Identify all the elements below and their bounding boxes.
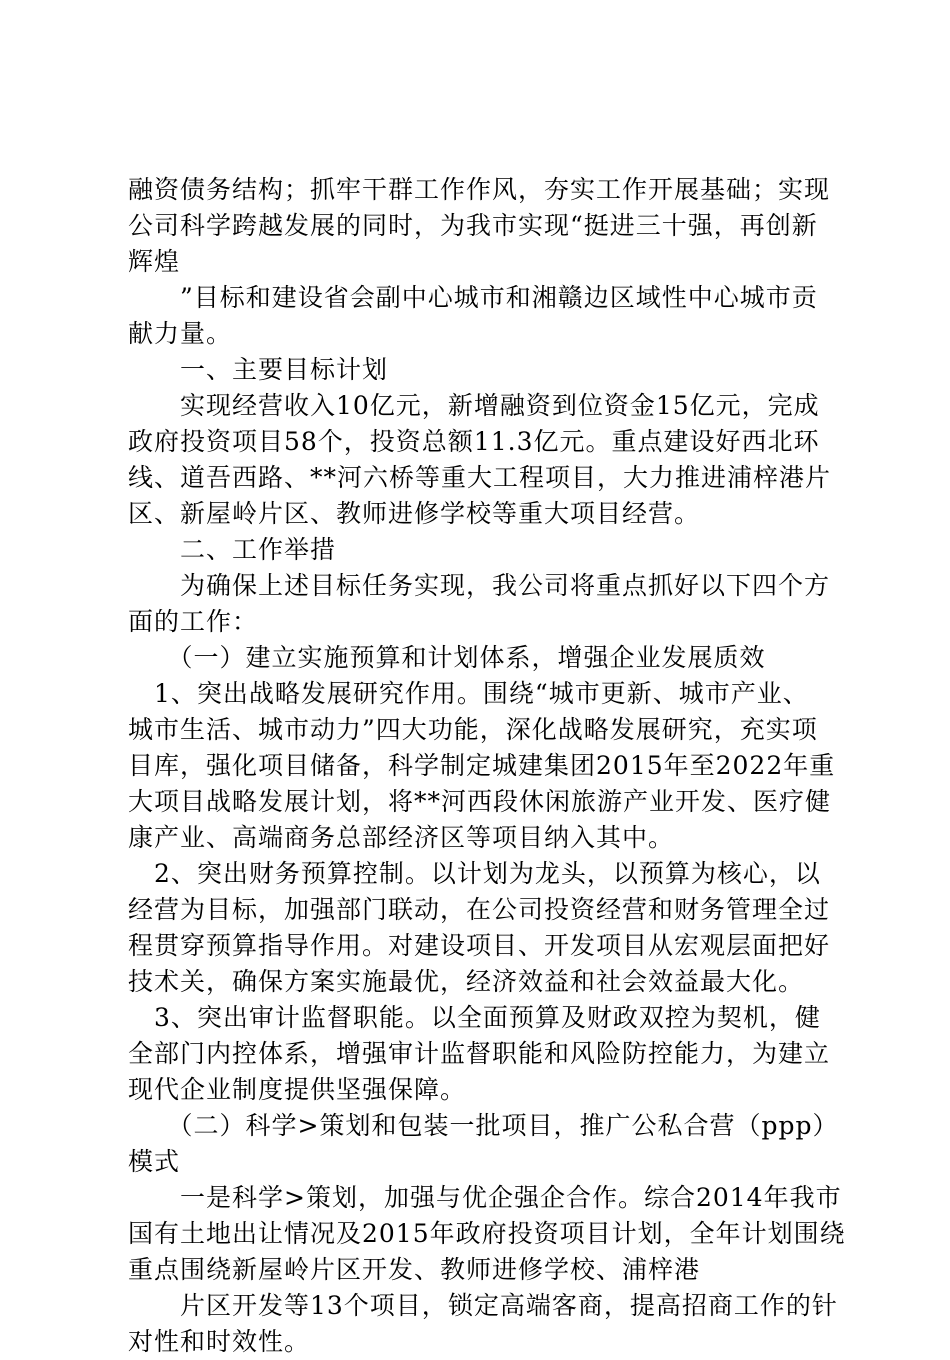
text-line: 2、突出财务预算控制。以计划为龙头，以预算为核心，以 (128, 859, 821, 888)
text-line: 模式 (128, 1147, 181, 1176)
text-line: 3、突出审计监督职能。以全面预算及财政双控为契机，健 (128, 1003, 821, 1032)
text-line: 全部门内控体系，增强审计监督职能和风险防控能力，为建立 (128, 1039, 831, 1068)
text-line: 对性和时效性。 (128, 1327, 311, 1356)
text-line: 1、突出战略发展研究作用。围绕“城市更新、城市产业、 (128, 679, 809, 708)
text-line: 实现经营收入10亿元，新增融资到位资金15亿元，完成 (128, 391, 820, 420)
text-line: 区、新屋岭片区、教师进修学校等重大项目经营。 (128, 499, 701, 528)
text-line: 经营为目标，加强部门联动，在公司投资经营和财务管理全过 (128, 895, 831, 924)
text-line: 献力量。 (128, 319, 233, 348)
text-line: 辉煌 (128, 247, 181, 276)
text-line: 国有土地出让情况及2015年政府投资项目计划，全年计划围绕 (128, 1219, 846, 1248)
text-line: 程贯穿预算指导作用。对建设项目、开发项目从宏观层面把好 (128, 931, 831, 960)
text-line: 片区开发等13个项目，锁定高端客商，提高招商工作的针 (128, 1291, 838, 1320)
text-line: 技术关，确保方案实施最优，经济效益和社会效益最大化。 (128, 967, 805, 996)
text-line: 大项目战略发展计划，将**河西段休闲旅游产业开发、医疗健 (128, 787, 832, 816)
text-line: 融资债务结构；抓牢干群工作作风，夯实工作开展基础；实现 (128, 175, 831, 204)
text-line: 现代企业制度提供坚强保障。 (128, 1075, 467, 1104)
text-line: 政府投资项目58个，投资总额11.3亿元。重点建设好西北环 (128, 427, 820, 456)
text-line: 重点围绕新屋岭片区开发、教师进修学校、浦梓港 (128, 1255, 701, 1284)
text-line: 公司科学跨越发展的同时，为我市实现“挺进三十强，再创新 (128, 211, 818, 240)
section-heading: 二、工作举措 (128, 535, 337, 564)
text-line: 线、道吾西路、**河六桥等重大工程项目，大力推进浦梓港片 (128, 463, 832, 492)
text-line: 城市生活、城市动力”四大功能，深化战略发展研究，充实项 (128, 715, 818, 744)
text-line: ”目标和建设省会副中心城市和湘赣边区域性中心城市贡 (128, 283, 818, 312)
subsection-heading: （一）建立实施预算和计划体系，增强企业发展质效 (128, 643, 766, 672)
text-line: 为确保上述目标任务实现，我公司将重点抓好以下四个方 (128, 571, 831, 600)
section-heading: 一、主要目标计划 (128, 355, 389, 384)
text-line: 目库，强化项目储备，科学制定城建集团2015年至2022年重 (128, 751, 836, 780)
subsection-heading: （二）科学>策划和包装一批项目，推广公私合营（ppp） (128, 1111, 839, 1140)
text-line: 一是科学>策划，加强与优企强企合作。综合2014年我市 (128, 1183, 842, 1212)
text-line: 面的工作： (128, 607, 259, 636)
text-line: 康产业、高端商务总部经济区等项目纳入其中。 (128, 823, 675, 852)
